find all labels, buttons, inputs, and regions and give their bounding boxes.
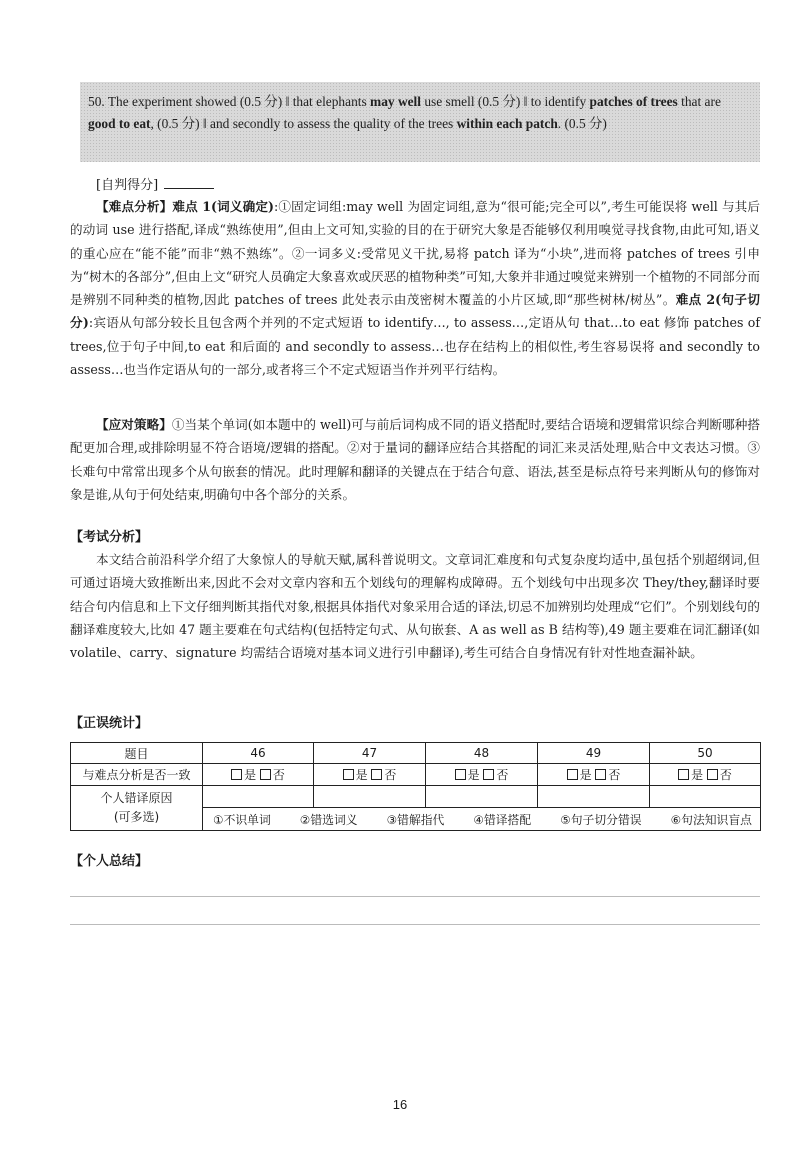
- answer-part-1: 50. The experiment showed (0.5 分) ‖ that elephants: [88, 94, 371, 109]
- reason-option[interactable]: ②错选词义: [299, 812, 358, 827]
- question-number: 47: [314, 743, 426, 764]
- question-number: 48: [426, 743, 538, 764]
- question-number: 49: [538, 743, 650, 764]
- difficulty-header: 【难点分析】: [96, 199, 173, 214]
- stats-row-questions: [71, 743, 761, 764]
- exam-analysis-header: 【考试分析】: [70, 530, 149, 545]
- reason-options: [203, 808, 761, 831]
- yes-label: 是: [244, 768, 257, 782]
- answer-part-2: use smell (0.5 分) ‖ to identify: [421, 94, 590, 109]
- strategy-section: [70, 413, 760, 506]
- yes-label: 是: [579, 768, 592, 782]
- difficulty-point-2-title: 难点 2(句子切分): [70, 292, 760, 331]
- summary-header: 【个人总结】: [70, 854, 149, 869]
- stats-row-consistency: [71, 764, 761, 786]
- difficulty-point-1-text: :①固定词组:may well 为固定词组,意为“很可能;完全可以”,考生可能误将 well 与其后的动词 use 进行搭配,译成“熟练使用”,但由上文可知,实验的目的在于研究大象是否能够仅利用嗅觉寻找食物,由此可知,语义的重心应在“能不能”而非“熟不熟练”。②一词多义:受常见义干扰,易将 patch 译为“小块”,进而将 patches of trees 引申为“树木的各部分”,但由上文“研究人员确定大象喜欢或厌恶的植物种类”可知,大象并非通过嗅觉来辨别一个植物的不同部分而是辨别不同种类的植物,因此 patches of trees 此处表示由茂密树木覆盖的小片区域,即“那些树林/树丛”。: [70, 199, 760, 308]
- reason-option[interactable]: ⑤句子切分错误: [560, 812, 642, 827]
- answer-part-5: . (0.5 分): [557, 116, 607, 131]
- self-score-blank[interactable]: [164, 176, 214, 189]
- answer-part-3: that are: [677, 94, 721, 109]
- summary-line[interactable]: [70, 896, 760, 897]
- question-number: 46: [203, 743, 314, 764]
- stats-table: [70, 742, 761, 831]
- question-number: 50: [650, 743, 761, 764]
- reason-option[interactable]: ⑥句法知识盲点: [670, 812, 752, 827]
- yes-checkbox[interactable]: [343, 769, 354, 780]
- no-checkbox[interactable]: [707, 769, 718, 780]
- error-input-50[interactable]: [650, 786, 761, 808]
- error-input-49[interactable]: [538, 786, 650, 808]
- answer-may-well: may well: [370, 94, 421, 109]
- no-label: 否: [272, 768, 285, 782]
- answer-within: within each patch: [456, 116, 558, 131]
- answer-good-to-eat: good to eat: [88, 116, 151, 131]
- no-checkbox[interactable]: [371, 769, 382, 780]
- consistency-cell-46: [203, 764, 314, 786]
- no-checkbox[interactable]: [260, 769, 271, 780]
- error-reason-title: 个人错译原因: [100, 791, 173, 805]
- difficulty-point-2-text: :宾语从句部分较长且包含两个并列的不定式短语 to identify…, to assess…,定语从句 that…to eat 修饰 patches of trees,位于句子中间,to eat 和后面的 and secondly to assess…也存在结构上的相似性,考生容易误将 and secondly to assess…也当作定语从句的一部分,或者将三个不定式短语当作并列平行结构。: [70, 315, 760, 378]
- no-checkbox[interactable]: [483, 769, 494, 780]
- summary-line[interactable]: [70, 924, 760, 925]
- stats-header: 【正误统计】: [70, 716, 149, 731]
- exam-analysis-text: 本文结合前沿科学介绍了大象惊人的导航天赋,属科普说明文。文章词汇难度和句式复杂度均适中,虽包括个别超纲词,但可通过语境大致推断出来,因此不会对文章内容和五个划线句的理解构成障碍。五个划线句中出现多次 They/they,翻译时要结合句内信息和上下文仔细判断其指代对象,根据具体指代对象采用合适的译法,切忌不加辨别均处理成“它们”。个别划线句的翻译难度较大,比如 47 题主要难在句式结构(包括特定句式、从句嵌套、A as well as B 结构等),49 题主要难在词汇翻译(如 volatile、carry、signature 均需结合语境对基本词义进行引申翻译),考生可结合自身情况有针对性地查漏补缺。: [70, 552, 760, 661]
- yes-label: 是: [467, 768, 480, 782]
- yes-checkbox[interactable]: [455, 769, 466, 780]
- self-score-label: [96, 176, 214, 196]
- difficulty-analysis: [70, 195, 760, 381]
- consistency-cell-50: [650, 764, 761, 786]
- consistency-cell-47: [314, 764, 426, 786]
- difficulty-point-1-title: 难点 1(词义确定): [172, 199, 274, 214]
- answer-part-4: , (0.5 分) ‖ and secondly to assess the quality of the trees: [150, 116, 457, 131]
- error-input-48[interactable]: [426, 786, 538, 808]
- strategy-text: ①当某个单词(如本题中的 well)可与前后词构成不同的语义搭配时,要结合语境和逻辑常识综合判断哪种搭配更加合理,或排除明显不符合语境/逻辑的搭配。②对于量词的翻译应结合其搭配的词汇来灵活处理,贴合中文表达习惯。③长难句中常常出现多个从句嵌套的情况。此时理解和翻译的关键点在于结合句意、语法,甚至是标点符号来判断从句的修饰对象是谁,从句于何处结束,明确句中各个部分的关系。: [70, 417, 761, 502]
- reason-option[interactable]: ③错解指代: [386, 812, 445, 827]
- error-reason-label: [71, 786, 203, 831]
- strategy-header: 【应对策略】: [96, 417, 172, 432]
- page-number: 16: [392, 1097, 408, 1112]
- no-label: 否: [384, 768, 397, 782]
- error-input-47[interactable]: [314, 786, 426, 808]
- yes-label: 是: [691, 768, 704, 782]
- reason-option[interactable]: ④错译搭配: [473, 812, 532, 827]
- error-input-46[interactable]: [203, 786, 314, 808]
- yes-checkbox[interactable]: [678, 769, 689, 780]
- self-score-text: [自判得分]: [96, 178, 159, 193]
- col-header-question: 题目: [71, 743, 203, 764]
- answer-patches: patches of trees: [589, 94, 678, 109]
- consistency-label: 与难点分析是否一致: [71, 764, 203, 786]
- no-label: 否: [719, 768, 732, 782]
- no-checkbox[interactable]: [595, 769, 606, 780]
- yes-checkbox[interactable]: [231, 769, 242, 780]
- consistency-cell-48: [426, 764, 538, 786]
- error-reason-subtitle: (可多选): [113, 810, 160, 824]
- consistency-cell-49: [538, 764, 650, 786]
- stats-row-error-blank: [71, 786, 761, 808]
- reference-answer-box: [80, 82, 760, 162]
- yes-checkbox[interactable]: [567, 769, 578, 780]
- no-label: 否: [496, 768, 509, 782]
- no-label: 否: [608, 768, 621, 782]
- yes-label: 是: [355, 768, 368, 782]
- reason-option[interactable]: ①不识单词: [213, 812, 271, 827]
